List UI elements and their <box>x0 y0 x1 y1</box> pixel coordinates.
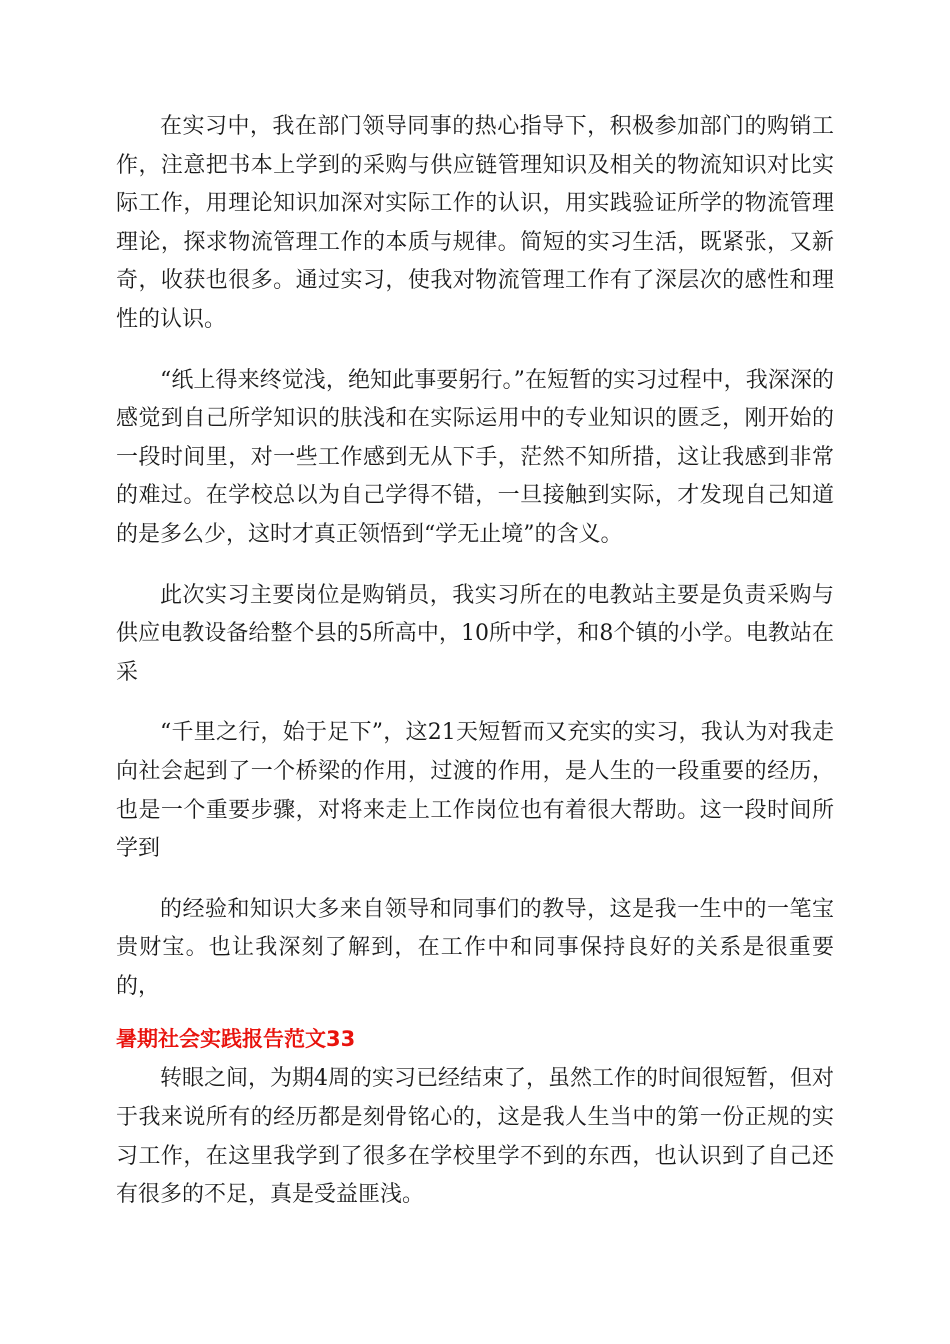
document-page <box>116 108 834 1237</box>
paragraph-3: 此次实习主要岗位是购销员，我实习所在的电教站主要是负责采购与供应电教设备给整个县的5所高中，10所中学，和8个镇的小学。电教站在采 <box>116 582 834 685</box>
paragraph-5: 的经验和知识大多来自领导和同事们的教导，这是我一生中的一笔宝贵财宝。也让我深刻了解到，在工作中和同事保持良好的关系是很重要的， <box>116 896 834 999</box>
paragraph-4: “千里之行，始于足下”，这21天短暂而又充实的实习，我认为对我走向社会起到了一个桥梁的作用，过渡的作用，是人生的一段重要的经历，也是一个重要步骤，对将来走上工作岗位也有着很大帮助。这一段时间所学到 <box>116 720 834 862</box>
section-heading: 暑期社会实践报告范文33 <box>116 1027 356 1052</box>
section-paragraph-1: 转眼之间，为期4周的实习已经结束了，虽然工作的时间很短暂，但对于我来说所有的经历都是刻骨铭心的，这是我人生当中的第一份正规的实习工作，在这里我学到了很多在学校里学不到的东西，也认识到了自己还有很多的不足，真是受益匪浅。 <box>116 1066 834 1208</box>
paragraph-1: 在实习中，我在部门领导同事的热心指导下，积极参加部门的购销工作，注意把书本上学到的采购与供应链管理知识及相关的物流知识对比实际工作，用理论知识加深对实际工作的认识，用实践验证所学的物流管理理论，探求物流管理工作的本质与规律。简短的实习生活，既紧张，又新奇，收获也很多。通过实习，使我对物流管理工作有了深层次的感性和理性的认识。 <box>116 114 834 332</box>
paragraph-2: “纸上得来终觉浅，绝知此事要躬行。”在短暂的实习过程中，我深深的感觉到自己所学知识的肤浅和在实际运用中的专业知识的匮乏，刚开始的一段时间里，对一些工作感到无从下手，茫然不知所措，这让我感到非常的难过。在学校总以为自己学得不错，一旦接触到实际，才发现自己知道的是多么少，这时才真正领悟到“学无止境”的含义。 <box>116 367 834 547</box>
